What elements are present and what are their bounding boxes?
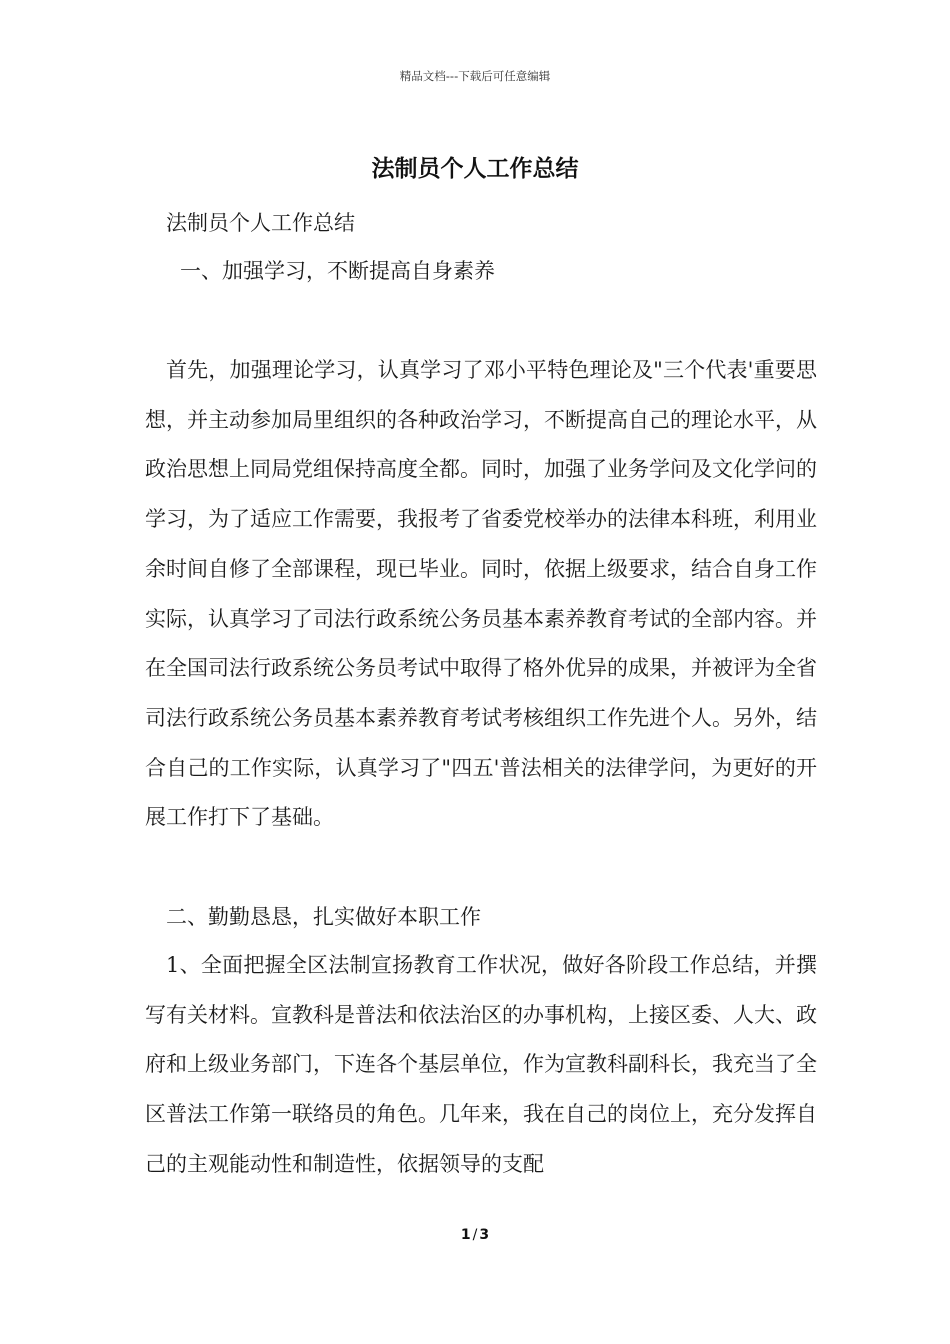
section2-body	[145, 941, 817, 1190]
document-subtitle: 法制员个人工作总结	[166, 211, 355, 235]
page-separator: /	[472, 1227, 478, 1243]
page-current: 1	[460, 1227, 471, 1243]
section2-paragraph: 1、全面把握全区法制宣扬教育工作状况，做好各阶段工作总结，并撰写有关材料。宣教科是普法和依法治区的办事机构，上接区委、人大、政府和上级业务部门，下连各个基层单位，作为宣教科副科长，我充当了全区普法工作第一联络员的角色。几年来，我在自己的岗位上，充分发挥自己的主观能动性和制造性，依据领导的支配	[145, 953, 817, 1176]
header-note: 精品文档---下载后可任意编辑	[399, 69, 551, 83]
section1-paragraph: 首先，加强理论学习，认真学习了邓小平特色理论及"三个代表'重要思想，并主动参加局里组织的各种政治学习，不断提高自己的理论水平，从政治思想上同局党组保持高度全都。同时，加强了业务学问及文化学问的学习，为了适应工作需要，我报考了省委党校举办的法律本科班，利用业余时间自修了全部课程，现已毕业。同时，依据上级要求，结合自身工作实际，认真学习了司法行政系统公务员基本素养教育考试的全部内容。并在全国司法行政系统公务员考试中取得了格外优异的成果，并被评为全省司法行政系统公务员基本素养教育考试考核组织工作先进个人。另外，结合自己的工作实际，认真学习了"四五'普法相关的法律学问，为更好的开展工作打下了基础。	[145, 358, 817, 830]
section1-body	[145, 346, 817, 843]
section1-heading: 一、加强学习，不断提高自身素养	[180, 259, 495, 283]
section2-heading: 二、勤勤恳恳，扎实做好本职工作	[166, 905, 481, 929]
page-total: 3	[479, 1227, 490, 1243]
document-title: 法制员个人工作总结	[371, 155, 579, 182]
page-number	[0, 1227, 950, 1243]
